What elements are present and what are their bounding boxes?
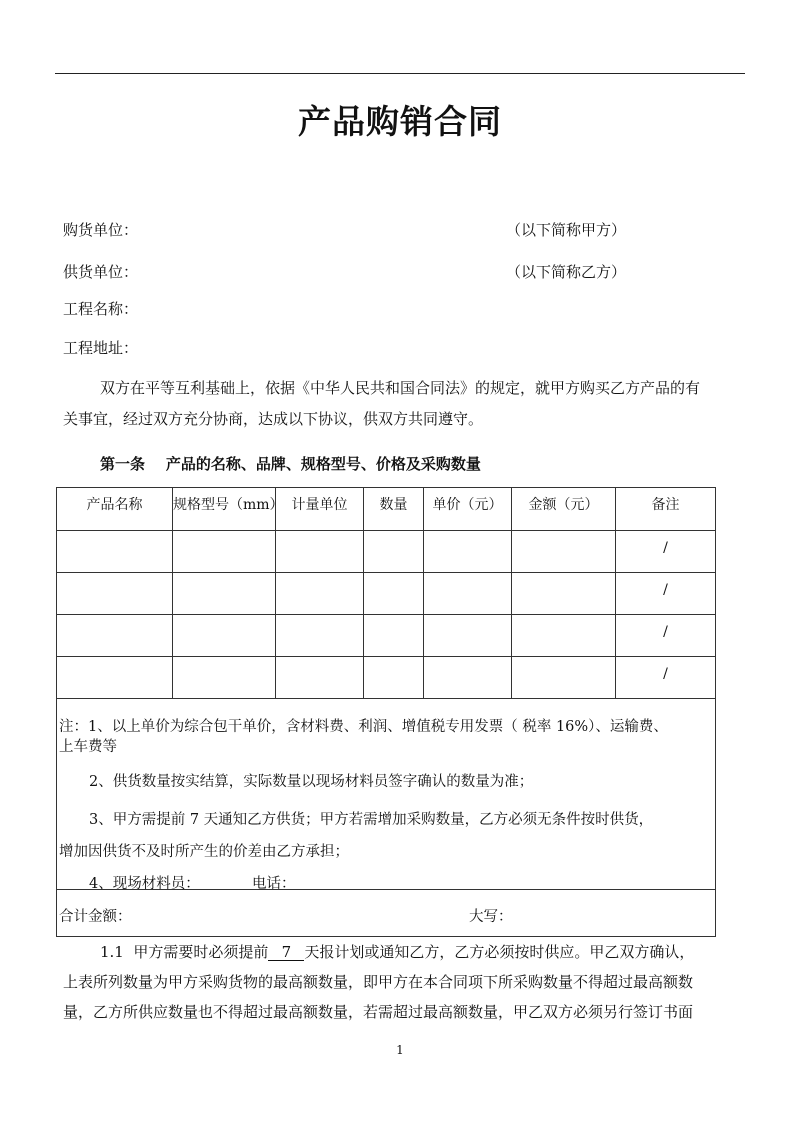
table-cell — [276, 615, 364, 657]
table-cell — [173, 573, 276, 615]
table-cell — [364, 573, 424, 615]
clause-1-1-line-3: 量，乙方所供应数量也不得超过最高额数量，若需超过最高额数量，甲乙双方必须另行签订书面 — [63, 1003, 694, 1021]
table-row — [57, 657, 716, 699]
project-address-label: 工程地址： — [63, 339, 139, 357]
supplier-label: 供货单位： — [63, 263, 139, 281]
col-header: 规格型号（mm） — [173, 488, 276, 531]
table-cell — [57, 615, 173, 657]
table-header-row — [57, 488, 716, 531]
product-table — [56, 487, 716, 937]
table-cell — [424, 657, 512, 699]
clause-1-1-line-2: 上表所列数量为甲方采购货物的最高额数量，即甲方在本合同项下所采购数量不得超过最高额数 — [63, 973, 694, 991]
remark-cell: / — [616, 615, 716, 657]
remark-cell: / — [616, 573, 716, 615]
note-2: 2、供货数量按实结算，实际数量以现场材料员签字确认的数量为准； — [89, 774, 534, 790]
buyer-note: （以下简称甲方） — [506, 221, 627, 239]
table-row — [57, 615, 716, 657]
capital-amount-label: 大写： — [469, 909, 513, 925]
remark-cell: / — [616, 531, 716, 573]
note-4-phone: 电话： — [252, 876, 296, 892]
table-cell — [512, 531, 616, 573]
table-cell — [173, 531, 276, 573]
intro-line-1: 双方在平等互利基础上，依据《中华人民共和国合同法》的规定，就甲方购买乙方产品的有 — [100, 379, 701, 397]
table-cell — [276, 657, 364, 699]
col-header: 单价（元） — [424, 488, 512, 531]
table-cell — [364, 615, 424, 657]
table-cell — [276, 531, 364, 573]
table-cell — [57, 657, 173, 699]
table-row — [57, 573, 716, 615]
clause-1-1-text-b: 天报计划或通知乙方，乙方必须按时供应。甲乙双方确认， — [304, 943, 695, 961]
table-cell — [512, 657, 616, 699]
notice-days: 7 — [268, 944, 304, 961]
table-cell — [512, 573, 616, 615]
table-cell — [424, 573, 512, 615]
table-cell — [173, 615, 276, 657]
note-3-line-2: 增加因供货不及时所产生的价差由乙方承担； — [59, 844, 349, 860]
remark-cell: / — [616, 657, 716, 699]
table-cell — [512, 615, 616, 657]
buyer-label: 购货单位： — [63, 221, 139, 239]
note-4-label: 4、现场材料员： — [89, 876, 200, 892]
article-1-heading: 第一条 产品的名称、品牌、规格型号、价格及采购数量 — [100, 455, 481, 473]
clause-1-1-text-a: 1.1 甲方需要时必须提前 — [100, 943, 269, 961]
project-name-label: 工程名称： — [63, 300, 139, 318]
table-cell — [424, 615, 512, 657]
table-row — [57, 531, 716, 573]
total-row — [57, 890, 716, 937]
intro-line-2: 关事宜，经过双方充分协商，达成以下协议，供双方共同遵守。 — [63, 410, 484, 428]
contract-title: 产品购销合同 — [298, 102, 502, 141]
notes-row — [57, 699, 716, 890]
table-cell — [57, 573, 173, 615]
col-header: 产品名称 — [57, 488, 173, 531]
table-cell — [424, 531, 512, 573]
total-cell — [57, 890, 716, 937]
col-header: 数量 — [364, 488, 424, 531]
table-cell — [57, 531, 173, 573]
note-3-line-1: 3、甲方需提前 7 天通知乙方供货；甲方若需增加采购数量，乙方必须无条件按时供货， — [89, 812, 654, 828]
col-header: 计量单位 — [276, 488, 364, 531]
total-amount-label: 合计金额： — [59, 909, 132, 925]
clause-1-1-line-1 — [100, 941, 694, 962]
col-header: 备注 — [616, 488, 716, 531]
page-number: 1 — [396, 1043, 404, 1057]
table-cell — [276, 573, 364, 615]
table-cell — [173, 657, 276, 699]
col-header: 金额（元） — [512, 488, 616, 531]
note-1-line-1: 注：1、以上单价为综合包干单价，含材料费、利润、增值税专用发票（ 税率 16%）、运输费、 — [59, 719, 668, 735]
note-1-line-2: 上车费等 — [59, 739, 117, 755]
table-cell — [364, 657, 424, 699]
table-cell — [364, 531, 424, 573]
header-rule — [55, 73, 745, 74]
notes-cell — [57, 699, 716, 890]
supplier-note: （以下简称乙方） — [506, 263, 627, 281]
